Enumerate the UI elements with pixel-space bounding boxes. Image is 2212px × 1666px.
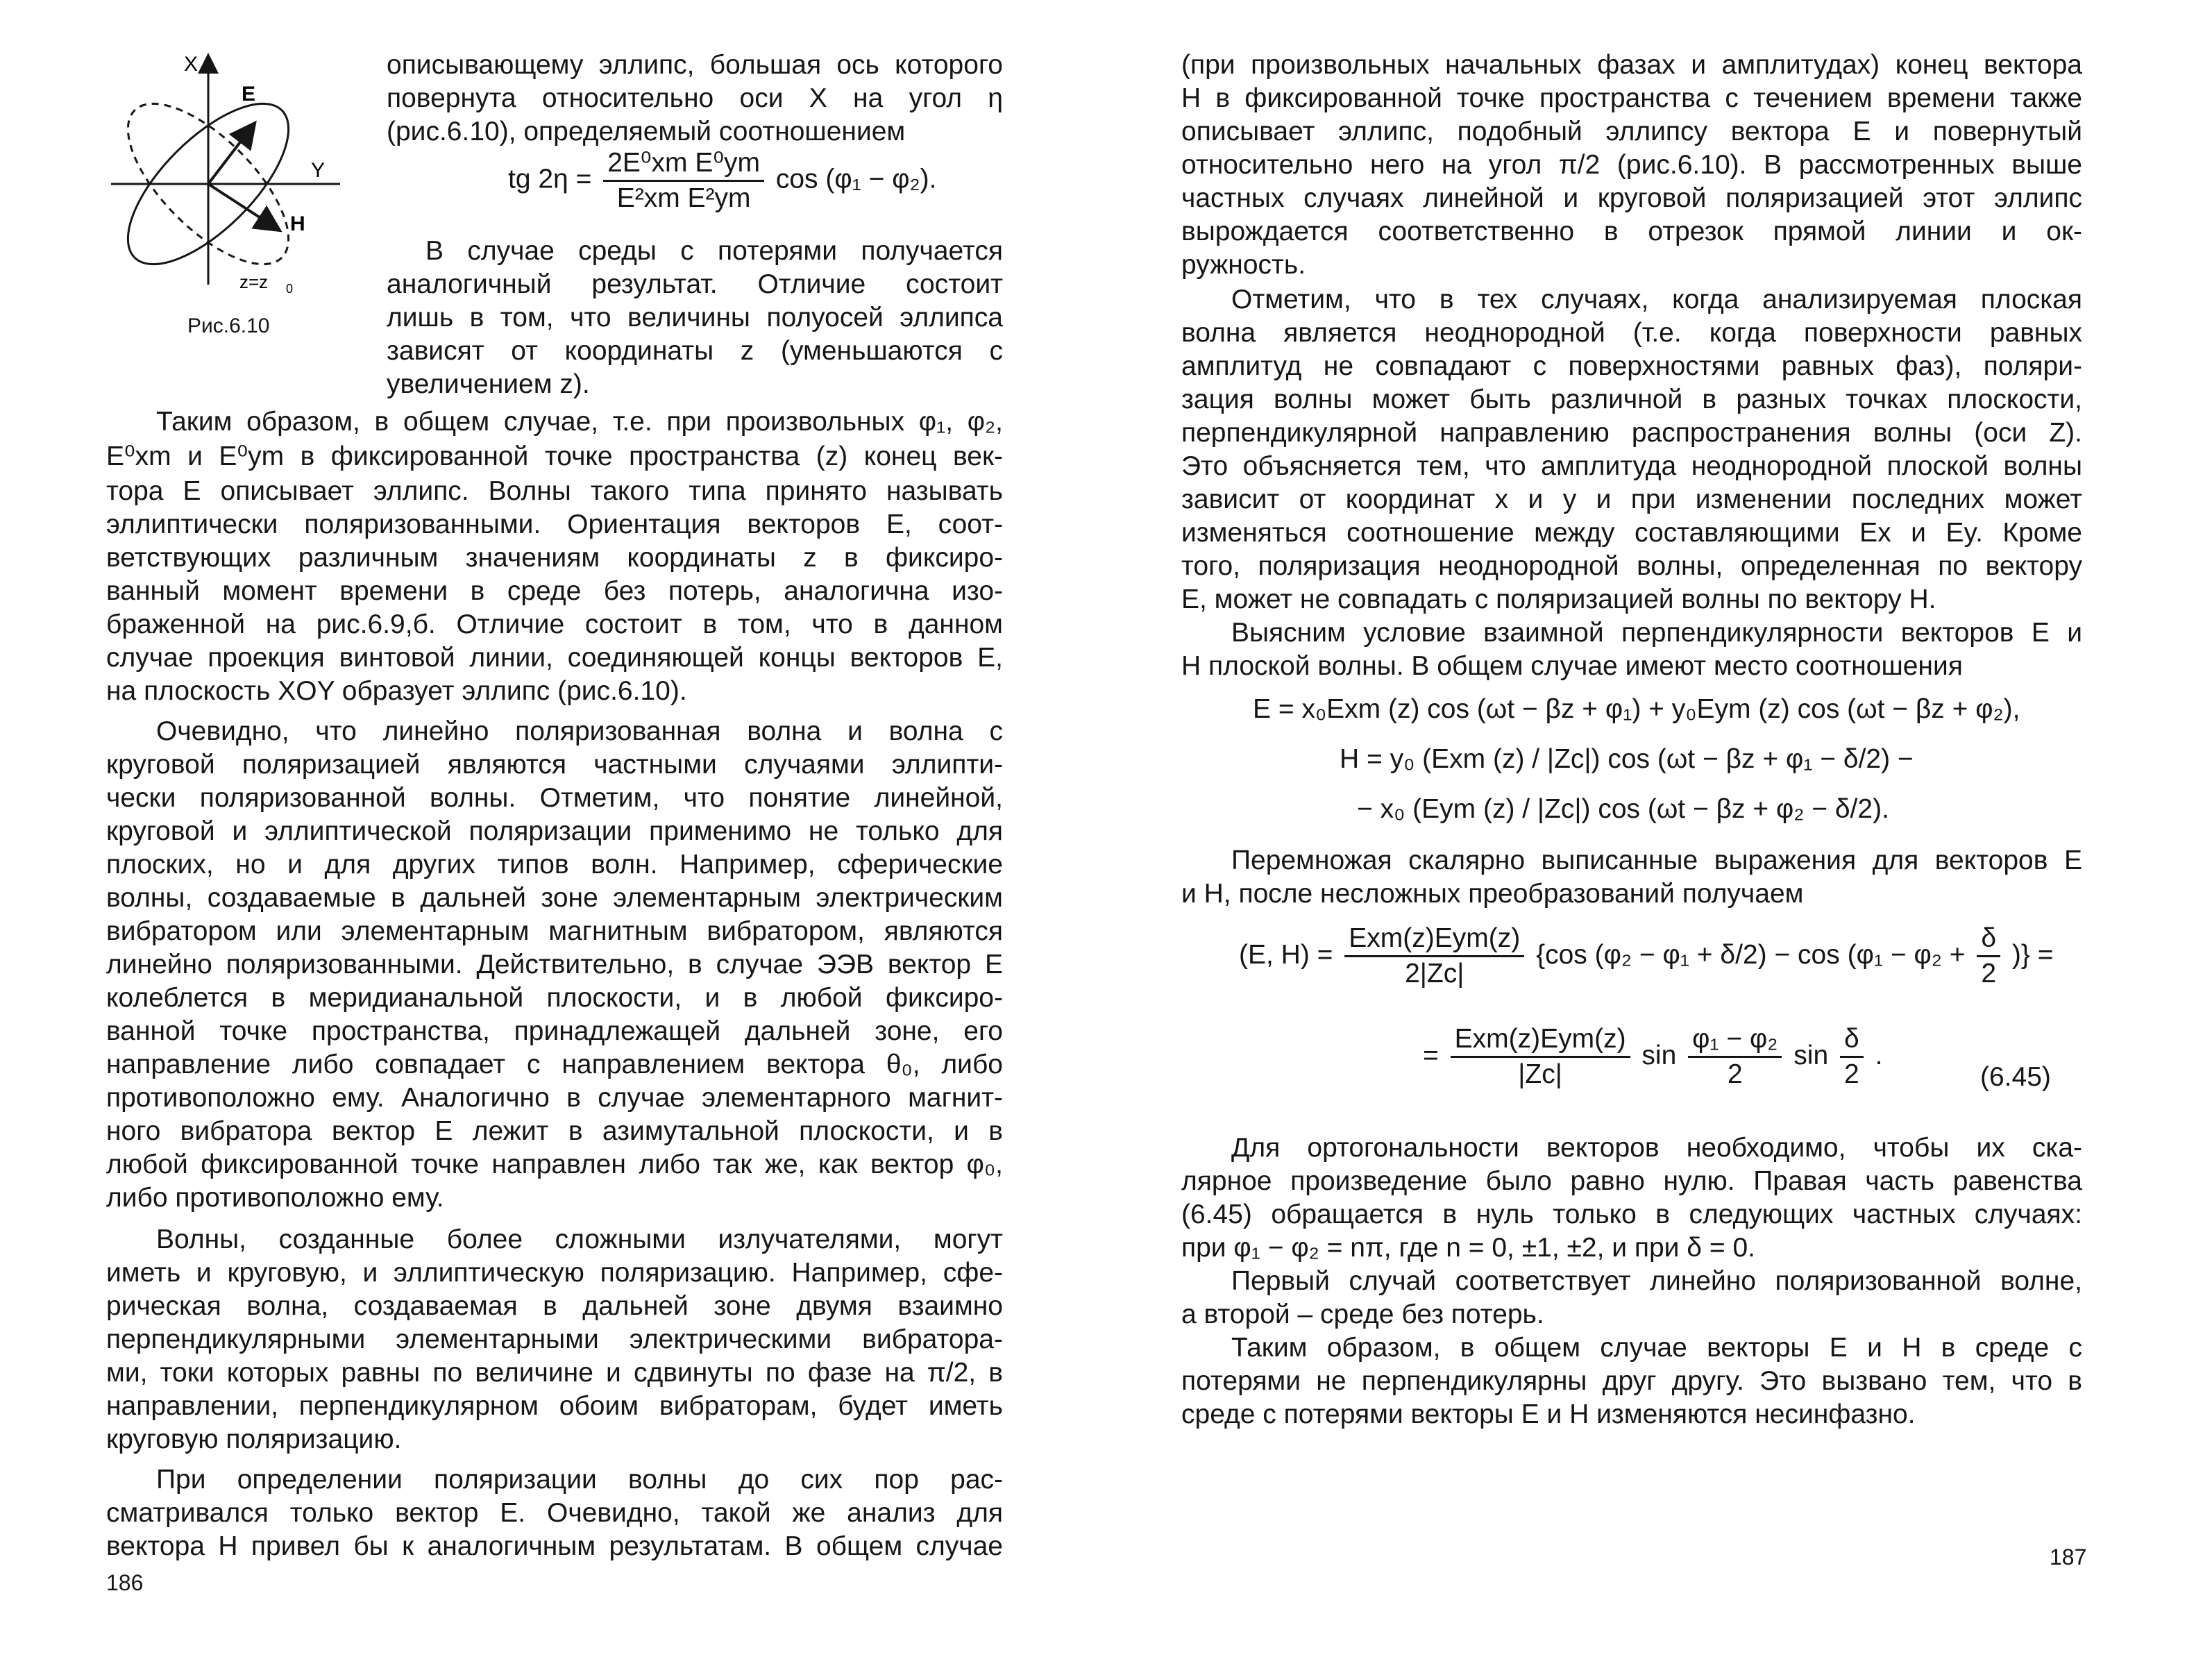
text-line: Для ортогональности векторов необходимо, чтобы их ска- — [1231, 1133, 2082, 1163]
equation-e-field: E = x₀Exm (z) cos (ωt − βz + φ₁) + y₀Eym (z) cos (ωt − βz + φ₂), — [1253, 694, 2020, 724]
text-line: при φ₁ − φ₂ = nπ, где n = 0, ±1, ±2, и при δ = 0. — [1181, 1233, 1755, 1263]
text-line: относительно него на угол π/2 (рис.6.10). В рассмотренных выше — [1181, 150, 2082, 180]
text-line: Очевидно, что линейно поляризованная волна и волна с — [156, 716, 1003, 746]
text-line: иметь и круговую, и эллиптическую поляризацию. Например, сфе- — [106, 1258, 1003, 1288]
x-label: X — [184, 53, 199, 76]
text-line: круговую поляризацию. — [106, 1424, 402, 1454]
text-line: чески поляризованной волны. Отметим, что понятие линейной, — [106, 783, 1003, 813]
text-line: перпендикулярной направлению распространения волны (оси Z). — [1181, 418, 2082, 448]
text-line: и H, после несложных преобразований получаем — [1181, 879, 1804, 909]
text-line: увеличением z). — [387, 369, 590, 399]
text-line: (при произвольных начальных фазах и амплитудах) конец вектора — [1181, 50, 2082, 80]
eq-sin: sin — [1793, 1040, 1829, 1070]
text-line: круговой и эллиптической поляризации применимо не только для — [106, 816, 1003, 846]
eq-num: δ — [1840, 1024, 1864, 1058]
text-line: волны, создаваемые в дальней зоне элементарным электрическим — [106, 883, 1003, 913]
eq-rhs: cos (φ₁ − φ₂). — [775, 164, 937, 194]
eq-den: E²xm E²ym — [616, 183, 751, 213]
text-line: Это объясняется тем, что амплитуда неоднородной плоской волны — [1181, 451, 2082, 481]
eq-num: δ — [1977, 923, 2000, 957]
text-line: описывающему эллипс, большая ось которого — [387, 50, 1003, 80]
e-vector — [208, 125, 253, 184]
text-line: вектора H привел бы к аналогичным результатам. В общем случае — [106, 1531, 1003, 1561]
text-line: либо противоположно ему. — [106, 1183, 444, 1213]
page-number: 187 — [2050, 1545, 2087, 1570]
text-line: перпендикулярными элементарными электрическими вибратора- — [106, 1324, 1003, 1354]
eq-den: |Zc| — [1518, 1059, 1562, 1089]
eq-num: φ₁ − φ₂ — [1688, 1024, 1782, 1058]
eq-num: Exm(z)Eym(z) — [1451, 1024, 1630, 1058]
left-page — [0, 0, 1083, 1666]
text-line: тора E описывает эллипс. Волны такого типа принято называть — [106, 476, 1003, 506]
text-line: вырождается соответственно в отрезок прямой линии и ок- — [1181, 217, 2082, 246]
text-line: того, поляризация неоднородной волны, определенная по вектору — [1181, 551, 2082, 581]
eq-lhs: tg 2η = — [508, 164, 592, 194]
text-line: повернута относительно оси X на угол η — [387, 83, 1003, 113]
text-line: ванный момент времени в среде без потерь, аналогична изо- — [106, 576, 1003, 606]
text-line: H плоской волны. В общем случае имеют место соотношения — [1181, 651, 1963, 681]
text-line: плоских, но и для других типов волн. Например, сферические — [106, 850, 1003, 880]
eq-sin: sin — [1641, 1040, 1677, 1070]
text-line: Перемножая скалярно выписанные выражения для векторов E — [1231, 845, 2082, 875]
text-line: рическая волна, создаваемая в дальней зоне двумя взаимно — [106, 1291, 1003, 1321]
eq-num: 2E⁰xm E⁰ym — [603, 147, 764, 182]
text-line: При определении поляризации волны до сих пор рас- — [156, 1465, 1003, 1495]
eq-den: 2 — [1981, 959, 1997, 988]
e-label: E — [242, 83, 256, 106]
text-line: вибратором или элементарным магнитным вибратором, являются — [106, 916, 1003, 946]
text-line: зависят от координаты z (уменьшаются с — [387, 336, 1003, 366]
text-line: а второй – среде без потерь. — [1181, 1299, 1544, 1329]
eq-end: . — [1875, 1040, 1883, 1070]
text-line: круговой поляризацией являются частными случаями эллипти- — [106, 750, 1003, 780]
equation-product-result — [1423, 1024, 1882, 1090]
text-line: противоположно ему. Аналогично в случае элементарного магнит- — [106, 1083, 1003, 1113]
figure-6-10 — [104, 49, 354, 298]
text-line: частных случаях линейной и круговой поляризацией этот эллипс — [1181, 183, 2082, 213]
text-line: В случае среды с потерями получается — [425, 236, 1003, 266]
equation-h-field: H = y₀ (Exm (z) / |Zc|) cos (ωt − βz + φ₁ − δ/2) − — [1340, 744, 1914, 774]
equation-tg — [508, 147, 937, 214]
text-line: Таким образом, в общем случае, т.е. при произвольных φ₁, φ₂, — [156, 407, 1003, 437]
text-line: ванной точке пространства, принадлежащей дальней зоне, его — [106, 1016, 1003, 1046]
text-line: Отметим, что в тех случаях, когда анализируемая плоская — [1231, 285, 2082, 314]
text-line: E⁰xm и E⁰ym в фиксированной точке пространства (z) конец век- — [106, 441, 1003, 471]
text-line: Выясним условие взаимной перпендикулярности векторов E и — [1231, 618, 2082, 648]
text-line: (рис.6.10), определяемый соотношением — [387, 117, 906, 146]
text-line: любой фиксированной точке направлен либо так же, как вектор φ₀, — [106, 1150, 1003, 1179]
text-line: E, может не совпадать с поляризацией волны по вектору H. — [1181, 584, 1936, 614]
z-label: z=z — [239, 271, 269, 292]
text-line: Первый случай соответствует линейно поляризованной волне, — [1231, 1266, 2082, 1296]
text-line: ветствующих различным значениям координаты z в фиксиро- — [106, 543, 1003, 573]
text-line: волна является неоднородной (т.е. когда поверхности равных — [1181, 318, 2082, 348]
text-line: направлении, перпендикулярном обоим вибраторам, будет иметь — [106, 1391, 1003, 1421]
text-line: колеблется в меридианальной плоскости, и в любой фиксиро- — [106, 983, 1003, 1013]
equation-h-field-cont: − x₀ (Eym (z) / |Zc|) cos (ωt − βz + φ₂ − δ/2). — [1357, 794, 1889, 824]
text-line: (6.45) обращается в нуль только в следующих частных случаях: — [1181, 1200, 2082, 1229]
h-vector — [208, 184, 278, 229]
text-line: изменяться соотношение между составляющими Ex и Ey. Кроме — [1181, 518, 2082, 548]
equation-number: (6.45) — [1980, 1062, 2051, 1092]
text-line: ружность. — [1181, 250, 1306, 280]
text-line: Таким образом, в общем случае векторы E и H в среде с — [1231, 1333, 2082, 1363]
text-line: линейно поляризованными. Действительно, в случае ЭЭВ вектор E — [106, 950, 1003, 979]
page-number: 186 — [106, 1570, 144, 1595]
eq-den: 2|Zc| — [1405, 959, 1464, 988]
text-line: амплитуд не совпадают с поверхностями равных фаз), поляри- — [1181, 351, 2082, 381]
right-page — [1111, 0, 2212, 1666]
text-line: лишь в том, что величины полуосей эллипса — [387, 303, 1003, 333]
eq-brace: {cos (φ₂ − φ₁ + δ/2) − cos (φ₁ − φ₂ + — [1536, 939, 1966, 970]
equation-product — [1239, 923, 2054, 989]
text-line: браженной на рис.6.9,б. Отличие состоит в том, что в данном — [106, 609, 1003, 639]
text-line: зависит от координат x и y и при изменении последних может — [1181, 485, 2082, 514]
text-line: аналогичный результат. Отличие состоит — [387, 269, 1003, 299]
h-label: H — [290, 212, 305, 235]
eq-num: Exm(z)Eym(z) — [1344, 923, 1524, 957]
text-line: сматривался только вектор E. Очевидно, такой же анализ для — [106, 1498, 1003, 1528]
eq-den: 2 — [1727, 1059, 1743, 1089]
text-line: ми, токи которых равны по величине и сдвинуты по фазе на π/2, в — [106, 1358, 1003, 1388]
eq-sign: = — [1423, 1040, 1439, 1070]
text-line: среде с потерями векторы E и H изменяются несинфазно. — [1181, 1399, 1916, 1429]
text-line: зация волны может быть различной в разных точках плоскости, — [1181, 385, 2082, 414]
text-line: лярное произведение было равно нулю. Правая часть равенства — [1181, 1166, 2082, 1196]
eq-den: 2 — [1844, 1059, 1859, 1089]
text-line: Волны, созданные более сложными излучателями, могут — [156, 1225, 1003, 1254]
eq-brace-end: )} = — [2011, 939, 2054, 970]
text-line: направление либо совпадает с направлением вектора θ₀, либо — [106, 1050, 1003, 1079]
text-line: описывает эллипс, подобный эллипсу вектора E и повернутый — [1181, 117, 2082, 146]
y-label: Y — [311, 159, 326, 182]
z-sub-label: 0 — [286, 282, 294, 296]
text-line: потерями не перпендикулярны друг другу. Это вызвано тем, что в — [1181, 1366, 2082, 1396]
text-line: H в фиксированной точке пространства с течением времени также — [1181, 83, 2082, 113]
text-line: эллиптически поляризованными. Ориентация векторов E, соот- — [106, 510, 1003, 539]
text-line: случае проекция винтовой линии, соединяющей концы векторов E, — [106, 643, 1003, 673]
text-line: ного вибратора вектор E лежит в азимутальной плоскости, и в — [106, 1116, 1003, 1146]
eq-lhs: (E, H) = — [1239, 939, 1333, 970]
figure-caption: Рис.6.10 — [187, 314, 270, 337]
text-line: на плоскость XOY образует эллипс (рис.6.10). — [106, 676, 687, 706]
